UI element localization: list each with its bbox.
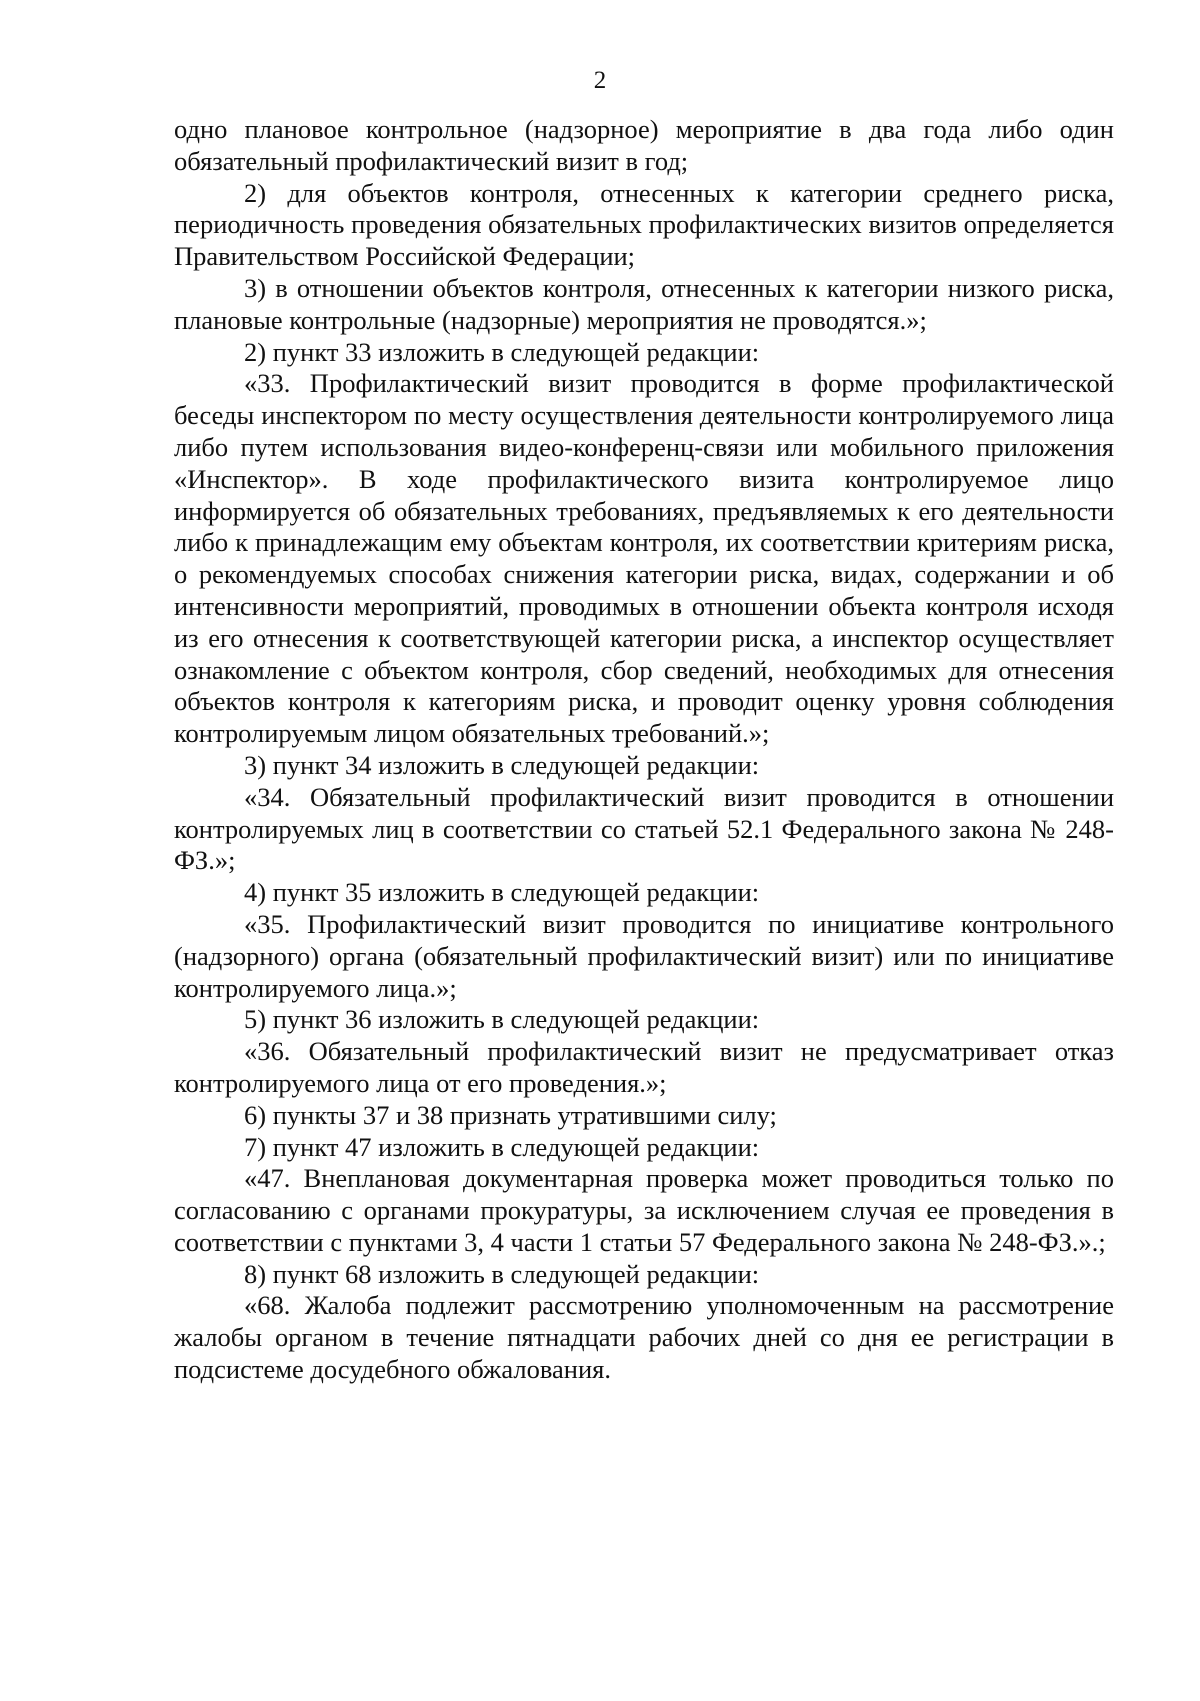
paragraph-point-35-text: «35. Профилактический визит проводится по инициативе контрольного (надзорного) органа (обязательный профилактический визит) или по инициативе контролируемого лица.»; bbox=[174, 908, 1114, 1003]
paragraph-amend-point-33: 2) пункт 33 изложить в следующей редакции: bbox=[244, 336, 760, 367]
paragraph-item-2-medium-risk: 2) для объектов контроля, отнесенных к категории среднего риска, периодичность проведения обязательных профилактических визитов определяется Правительством Российской Федерации; bbox=[174, 177, 1114, 272]
paragraph-point-68-text: «68. Жалоба подлежит рассмотрению уполномоченным на рассмотрение жалобы органом в течение пятнадцати рабочих дней со дня ее регистрации в подсистеме досудебного обжалования. bbox=[174, 1290, 1114, 1385]
paragraph-amend-point-36: 5) пункт 36 изложить в следующей редакции: bbox=[244, 1004, 760, 1035]
page-number: 2 bbox=[593, 67, 607, 94]
paragraph-item-3-low-risk: 3) в отношении объектов контроля, отнесенных к категории низкого риска, плановые контрольные (надзорные) мероприятия не проводятся.»; bbox=[174, 272, 1114, 335]
paragraph-point-34-text: «34. Обязательный профилактический визит проводится в отношении контролируемых лиц в соответствии со статьей 52.1 Федерального закона № 248-ФЗ.»; bbox=[174, 781, 1114, 876]
paragraph-amend-point-47: 7) пункт 47 изложить в следующей редакции: bbox=[244, 1131, 760, 1162]
paragraph-continuation: одно плановое контрольное (надзорное) мероприятие в два года либо один обязательный профилактический визит в год; bbox=[174, 114, 1114, 176]
paragraph-point-33-text: «33. Профилактический визит проводится в форме профилактической беседы инспектором по месту осуществления деятельности контролируемого лица либо путем использования видео-конференц-связи или мобильного приложения «Инспектор». В ходе профилактического визита контролируемое лицо информируется об обязательных требованиях, предъявляемых к его деятельности либо к принадлежащим ему объектам контроля, их соответствии критериям риска, о рекомендуемых способах снижения категории риска, видах, содержании и об интенсивности мероприятий, проводимых в отношении объекта контроля исходя из его отнесения к соответствующей категории риска, а инспектор осуществляет ознакомление с объектом контроля, сбор сведений, необходимых для отнесения объектов контроля к категориям риска, и проводит оценку уровня соблюдения контролируемым лицом обязательных требований.»; bbox=[174, 368, 1114, 749]
paragraph-point-36-text: «36. Обязательный профилактический визит не предусматривает отказ контролируемого лица от его проведения.»; bbox=[174, 1036, 1114, 1098]
paragraph-point-47-text: «47. Внеплановая документарная проверка может проводиться только по согласованию с органами прокуратуры, за исключением случая ее проведения в соответствии с пунктами 3, 4 части 1 статьи 57 Федерального закона № 248-ФЗ.».; bbox=[174, 1163, 1114, 1257]
paragraph-amend-point-35: 4) пункт 35 изложить в следующей редакции: bbox=[244, 877, 760, 908]
document-body bbox=[174, 114, 1114, 1386]
paragraph-amend-point-34: 3) пункт 34 изложить в следующей редакции: bbox=[244, 749, 760, 780]
paragraph-amend-point-68: 8) пункт 68 изложить в следующей редакции: bbox=[244, 1258, 760, 1289]
paragraph-repeal-points-37-38: 6) пункты 37 и 38 признать утратившими силу; bbox=[244, 1099, 777, 1130]
